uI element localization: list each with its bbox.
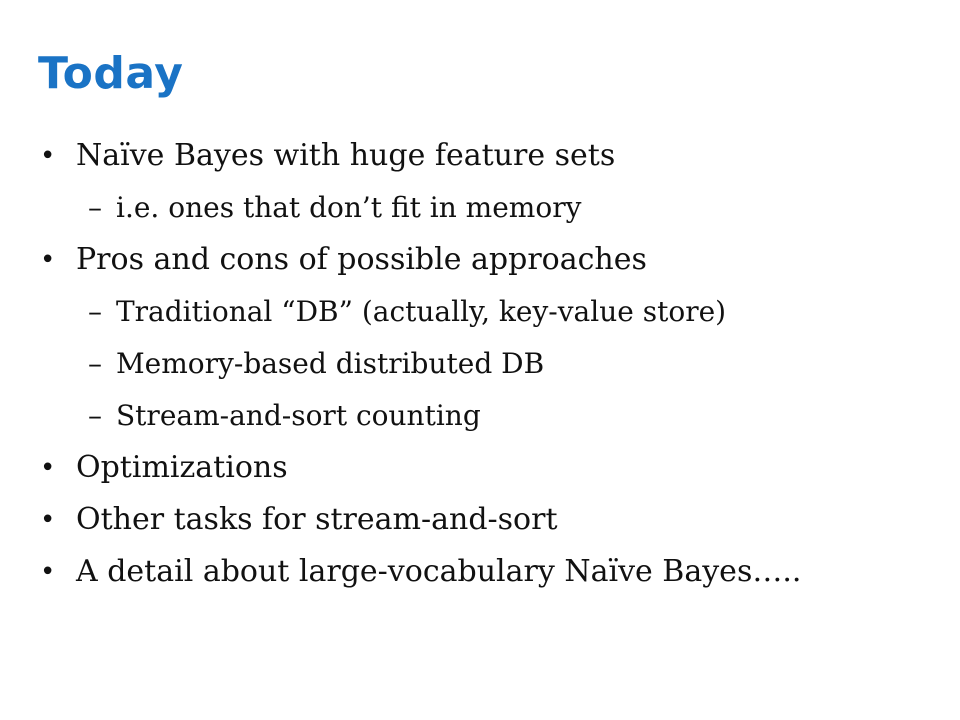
sub-bullet-text: Memory-based distributed DB bbox=[116, 347, 545, 380]
bullet-text: A detail about large-vocabulary Naïve Bayes….. bbox=[76, 554, 802, 589]
bullet-text: Optimizations bbox=[76, 450, 288, 485]
bullet-text: Pros and cons of possible approaches bbox=[76, 242, 647, 277]
bullet-item bbox=[40, 130, 940, 182]
bullet-marker: • bbox=[40, 505, 56, 535]
dash-marker: – bbox=[88, 399, 102, 432]
bullet-marker: • bbox=[40, 141, 56, 171]
bullet-item bbox=[40, 546, 940, 598]
bullet-list bbox=[40, 130, 940, 598]
bullet-text: Other tasks for stream-and-sort bbox=[76, 502, 558, 537]
sub-bullet-item bbox=[40, 338, 940, 390]
bullet-item bbox=[40, 494, 940, 546]
sub-bullet-item bbox=[40, 286, 940, 338]
bullet-text: Naïve Bayes with huge feature sets bbox=[76, 138, 616, 173]
bullet-marker: • bbox=[40, 557, 56, 587]
bullet-item bbox=[40, 442, 940, 494]
sub-bullet-text: Traditional “DB” (actually, key-value store) bbox=[116, 295, 727, 328]
dash-marker: – bbox=[88, 191, 102, 224]
sub-bullet-text: Stream-and-sort counting bbox=[116, 399, 481, 432]
sub-bullet-item bbox=[40, 182, 940, 234]
sub-bullet-item bbox=[40, 390, 940, 442]
dash-marker: – bbox=[88, 295, 102, 328]
dash-marker: – bbox=[88, 347, 102, 380]
sub-bullet-text: i.e. ones that don’t fit in memory bbox=[116, 191, 582, 224]
bullet-marker: • bbox=[40, 453, 56, 483]
slide-title: Today bbox=[38, 48, 184, 99]
bullet-marker: • bbox=[40, 245, 56, 275]
bullet-item bbox=[40, 234, 940, 286]
